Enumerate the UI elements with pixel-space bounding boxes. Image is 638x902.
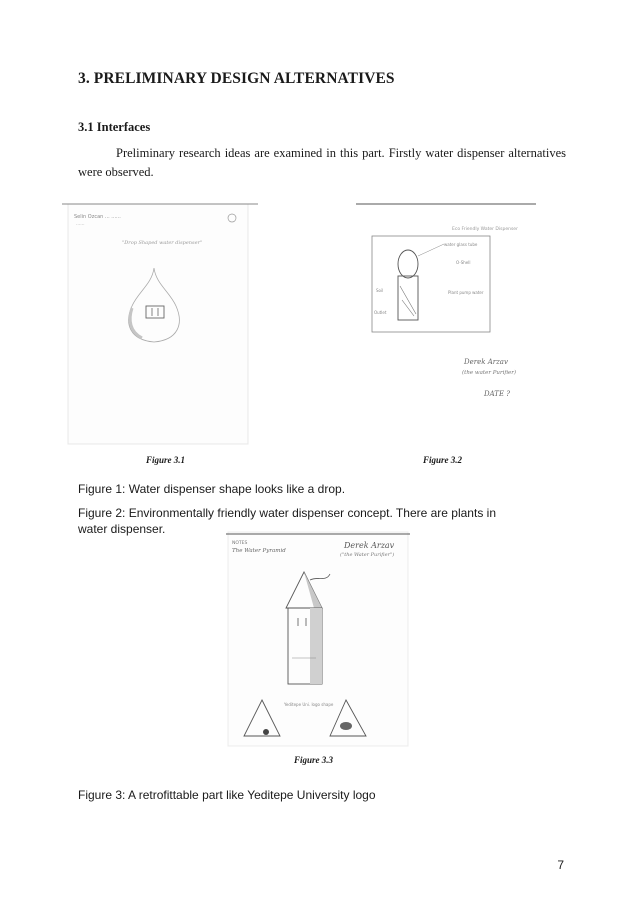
svg-text:Derek Arzav: Derek Arzav [464,358,508,366]
svg-text:......: ...... [76,222,85,227]
intro-paragraph-text: Preliminary research ideas are examined in this part. Firstly water dispenser alternatives were observed. [78,146,566,179]
page-number: 7 [557,858,564,872]
svg-text:NOTES: NOTES [232,541,248,546]
figure-3-1-caption: Figure 3.1 [146,455,186,465]
svg-text:Soil: Soil [376,288,384,293]
svg-text:Derek Arzav: Derek Arzav [344,541,395,550]
svg-text:Selin Ozcan ... ......: Selin Ozcan ... ...... [74,214,121,220]
svg-text:("the Water Purifier"): ("the Water Purifier") [340,552,395,558]
figure-3-2-sketch [352,196,542,416]
figure-3-3-sketch [226,530,412,750]
svg-text:Plant pump water: Plant pump water [448,290,484,295]
section-heading: 3. PRELIMINARY DESIGN ALTERNATIVES [78,70,395,87]
figure-3-description: Figure 3: A retrofittable part like Yeditepe University logo [78,788,376,802]
figure-1-description: Figure 1: Water dispenser shape looks like a drop. [78,482,346,496]
figure-3-2-caption: Figure 3.2 [423,455,463,465]
intro-paragraph [78,144,566,182]
svg-text:DATE ?: DATE ? [484,390,511,398]
svg-text:(the water Purifier): (the water Purifier) [462,370,517,376]
svg-text:water glass tube: water glass tube [444,242,478,247]
subsection-heading: 3.1 Interfaces [78,120,151,134]
svg-text:The Water Pyramid: The Water Pyramid [232,548,286,554]
svg-text:Outlet: Outlet [374,310,387,315]
svg-text:O-Shell: O-Shell [456,260,471,265]
figure-3-1-sketch [62,196,258,448]
svg-text:"Drop Shaped water dispenser": "Drop Shaped water dispenser" [122,240,203,246]
figure-3-3-caption: Figure 3.3 [294,755,334,765]
svg-text:Eco Friendly Water Dispenser: Eco Friendly Water Dispenser [452,227,518,232]
figure-2-description: Figure 2: Environmentally friendly water dispenser concept. There are plants in water dispenser. [78,506,496,536]
svg-text:Yeditepe Uni. logo shape: Yeditepe Uni. logo shape [284,702,334,707]
